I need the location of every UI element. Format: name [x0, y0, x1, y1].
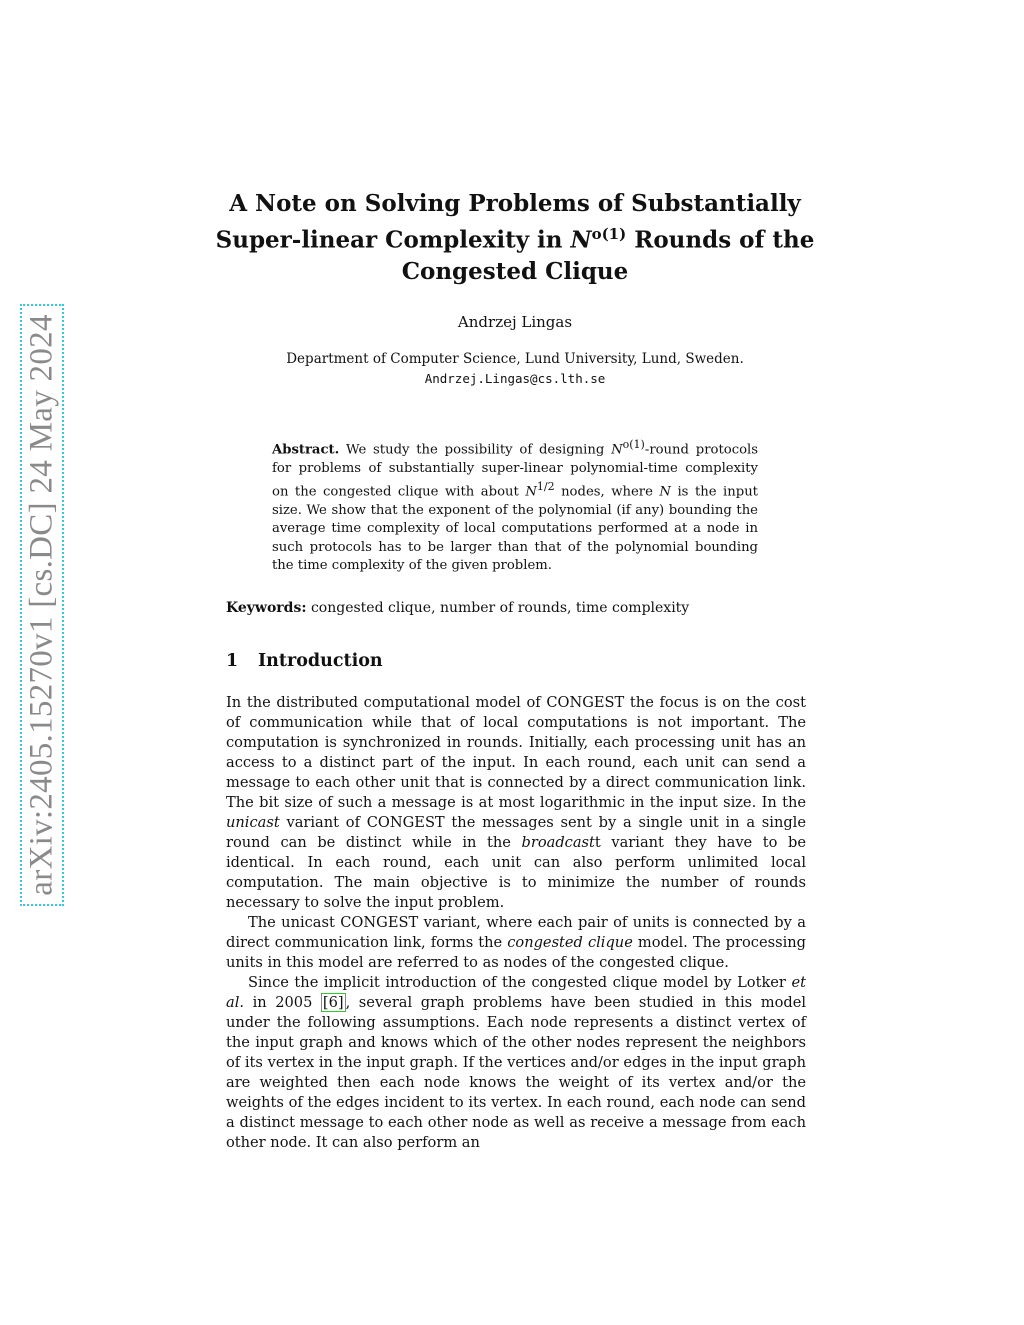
title-line-1: A Note on Solving Problems of Substantially	[229, 190, 801, 217]
citation-link[interactable]: [6]	[322, 994, 344, 1011]
paragraph-text: model. The processing units in this model are referred to as nodes of the congested clique.	[226, 934, 806, 971]
paragraph	[226, 693, 806, 913]
keywords-text: congested clique, number of rounds, time complexity	[306, 600, 690, 616]
paragraph	[226, 973, 806, 1153]
paragraph-text: In the distributed computational model of CONGEST the focus is on the cost of communication while that of local computations is not important. The computation is synchronized in rounds. Initially, each processing unit has an access to a distinct part of the input. In each round, each unit can send a message to each other unit that is connected by a direct communication link. The bit size of such a message is at most logarithmic in the input size. In the	[226, 694, 806, 811]
affiliation-block	[200, 349, 830, 389]
emphasis: unicast	[226, 814, 280, 831]
title-line-2-end: Rounds of the	[626, 226, 815, 254]
affiliation: Department of Computer Science, Lund University, Lund, Sweden.	[286, 351, 744, 367]
arxiv-identifier[interactable]: arXiv:2405.15270v1 [cs.DC] 24 May 2024	[23, 314, 60, 896]
title-line-3: Congested Clique	[401, 257, 629, 285]
abstract	[272, 436, 758, 576]
paragraph-text: , several graph problems have been studied in this model under the following assumptions. Each node represents a distinct vertex of the input graph and knows which of the other nodes represent the neighbors of its vertex in the input graph. If the vertices and/or edges in the input graph are weighted then each node knows the weight of its vertex and/or the weights of the edges incident to its vertex. In each round, each node can send a distinct message to each other node as well as receive a message from each other node. It can also perform an	[226, 994, 807, 1151]
paragraph-text: variant of CONGEST the messages sent by a single unit in a single round can be distinct while in the	[226, 814, 806, 851]
paragraph-text: The unicast CONGEST variant, where each pair of units is connected by a direct communication link, forms the	[226, 914, 806, 951]
abstract-text: nodes, where	[554, 484, 660, 500]
paragraph-text: Since the implicit introduction of the congested clique model by Lotker	[248, 974, 792, 991]
title-line-2-text: Super-linear Complexity in	[215, 226, 571, 254]
title-math-base: N	[570, 226, 592, 254]
author-email[interactable]: Andrzej.Lingas@cs.lth.se	[424, 371, 606, 386]
abstract-text: -round protocols for problems of substantially super-linear polynomial-time complexity on the congested clique with about	[272, 442, 759, 500]
abstract-math: N	[659, 484, 671, 500]
abstract-text: is the input size. We show that the exponent of the polynomial (if any) bounding the average time complexity of local computations performed at a node in such protocols has to be larger than that of the polynomial bounding the time complexity of the given problem.	[272, 484, 758, 574]
section-heading	[226, 651, 806, 671]
keywords	[226, 600, 806, 616]
paragraph-text: in 2005	[244, 994, 321, 1011]
paragraph	[226, 913, 806, 973]
emphasis: broadcast	[521, 834, 595, 851]
arxiv-side-stamp[interactable]	[20, 304, 64, 906]
emphasis: et al.	[226, 974, 806, 1011]
paper-title	[200, 188, 830, 287]
keywords-label: Keywords:	[226, 600, 307, 616]
abstract-math: N	[525, 484, 537, 500]
abstract-math-exponent: o(1)	[622, 438, 645, 451]
title-math-exponent: o(1)	[591, 225, 627, 243]
section-number: 1	[226, 651, 239, 671]
title-line-2	[200, 219, 830, 256]
emphasis: congested clique	[507, 934, 633, 951]
author-name: Andrzej Lingas	[457, 313, 573, 331]
section-body	[226, 693, 806, 1153]
section-title: Introduction	[258, 651, 383, 671]
abstract-text: We study the possibility of designing	[339, 442, 612, 458]
abstract-label: Abstract.	[272, 442, 340, 458]
abstract-math-exponent: 1/2	[536, 480, 555, 494]
paragraph-text: t variant they have to be identical. In each round, each unit can also perform unlimited local computation. The main objective is to minimize the number of rounds necessary to solve the input problem.	[226, 834, 806, 911]
abstract-math: N	[611, 442, 623, 458]
